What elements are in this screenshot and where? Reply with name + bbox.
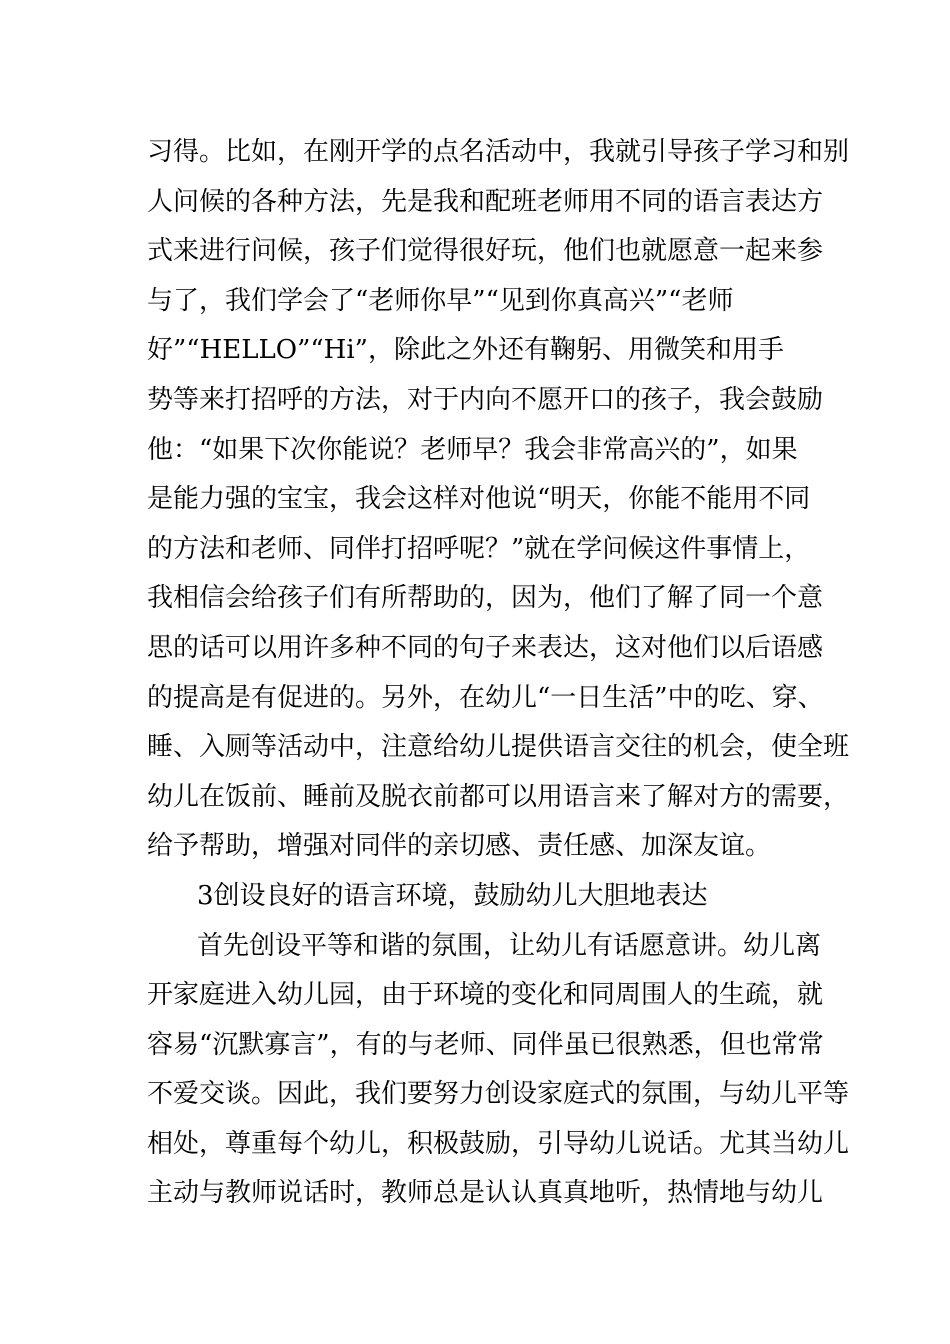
text-line: 他：“如果下次你能说？老师早？我会非常高兴的”，如果 — [147, 434, 798, 465]
text-line: 容易“沉默寡言”，有的与老师、同伴虽已很熟悉，但也常常 — [147, 1029, 824, 1060]
text-line: 主动与教师说话时，教师总是认认真真地听，热情地与幼儿 — [147, 1178, 824, 1209]
section-heading: 3创设良好的语言环境，鼓励幼儿大胆地表达 — [197, 880, 708, 911]
text-line: 思的话可以用许多种不同的句子来表达，这对他们以后语感 — [147, 632, 824, 663]
body-text — [147, 128, 850, 1219]
text-line: 幼儿在饭前、睡前及脱衣前都可以用语言来了解对方的需要， — [147, 781, 850, 812]
text-line: 好”“HELLO”“Hi”，除此之外还有鞠躬、用微笑和用手 — [147, 335, 784, 366]
text-line: 是能力强的宝宝，我会这样对他说“明天，你能不能用不同 — [147, 484, 811, 515]
text-line: 的提高是有促进的。另外，在幼儿“一日生活”中的吃、穿、 — [147, 682, 824, 713]
text-line: 不爱交谈。因此，我们要努力创设家庭式的氛围，与幼儿平等 — [147, 1079, 850, 1110]
text-line: 睡、入厕等活动中，注意给幼儿提供语言交往的机会，使全班 — [147, 732, 850, 763]
text-line: 的方法和老师、同伴打招呼呢？”就在学问候这件事情上， — [147, 533, 811, 564]
text-line: 式来进行问候，孩子们觉得很好玩，他们也就愿意一起来参 — [147, 236, 824, 267]
text-line: 人问候的各种方法，先是我和配班老师用不同的语言表达方 — [147, 186, 824, 217]
text-line: 势等来打招呼的方法，对于内向不愿开口的孩子，我会鼓励 — [147, 384, 824, 415]
text-line: 与了，我们学会了“老师你早”“见到你真高兴”“老师 — [147, 285, 734, 316]
text-line: 开家庭进入幼儿园，由于环境的变化和同周围人的生疏，就 — [147, 980, 824, 1011]
text-line: 首先创设平等和谐的氛围，让幼儿有话愿意讲。幼儿离 — [197, 930, 822, 961]
text-line: 给予帮助，增强对同伴的亲切感、责任感、加深友谊。 — [147, 831, 772, 862]
text-line: 习得。比如，在刚开学的点名活动中，我就引导孩子学习和别 — [147, 137, 850, 167]
text-line: 相处，尊重每个幼儿，积极鼓励，引导幼儿说话。尤其当幼儿 — [147, 1128, 850, 1159]
text-line: 我相信会给孩子们有所帮助的，因为，他们了解了同一个意 — [147, 583, 824, 614]
